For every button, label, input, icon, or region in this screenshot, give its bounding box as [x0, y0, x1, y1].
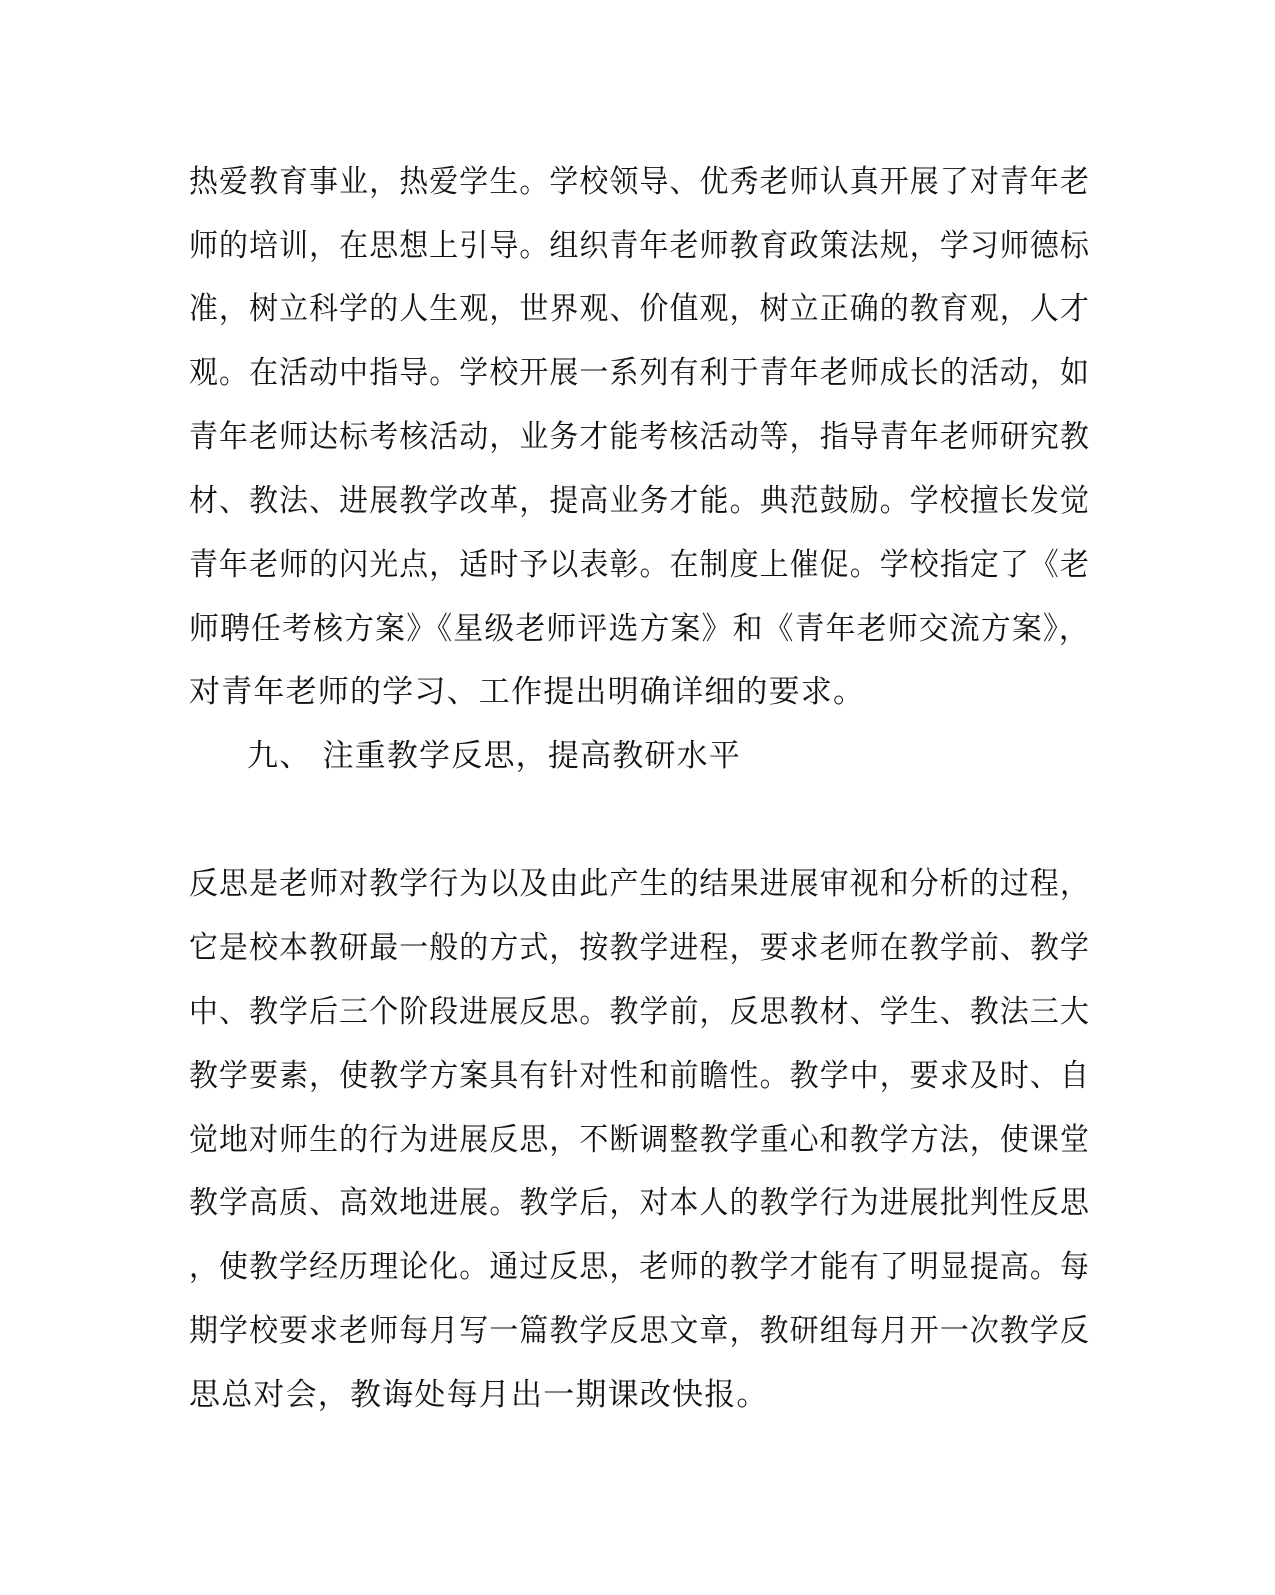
- paragraph-2-line-5: 觉地对师生的行为进展反思，不断调整教学重心和教学方法，使课堂: [189, 1122, 1090, 1158]
- paragraph-2-line-2: 它是校本教研最一般的方式，按教学进程，要求老师在教学前、教学: [189, 930, 1090, 966]
- section-heading: 九、 注重教学反思，提高教研水平: [247, 738, 742, 774]
- paragraph-1-line-5: 青年老师达标考核活动，业务才能考核活动等，指导青年老师研究教: [189, 419, 1090, 455]
- paragraph-1-line-1: 热爱教育事业，热爱学生。学校领导、优秀老师认真开展了对青年老: [189, 164, 1090, 200]
- paragraph-2-line-8: 期学校要求老师每月写一篇教学反思文章，教研组每月开一次教学反: [189, 1313, 1090, 1349]
- paragraph-2-line-4: 教学要素，使教学方案具有针对性和前瞻性。教学中，要求及时、自: [189, 1058, 1090, 1094]
- paragraph-2-line-1: 反思是老师对教学行为以及由此产生的结果进展审视和分析的过程，: [189, 866, 1090, 902]
- paragraph-1-line-3: 准，树立科学的人生观，世界观、价值观，树立正确的教育观，人才: [189, 291, 1090, 327]
- paragraph-1-line-6: 材、教法、进展教学改革，提高业务才能。典范鼓励。学校擅长发觉: [189, 483, 1090, 519]
- paragraph-1-line-9: 对青年老师的学习、工作提出明确详细的要求。: [189, 674, 866, 710]
- paragraph-1-line-4: 观。在活动中指导。学校开展一系列有利于青年老师成长的活动，如: [189, 355, 1090, 391]
- paragraph-2-line-6: 教学高质、高效地进展。教学后，对本人的教学行为进展批判性反思: [189, 1185, 1090, 1221]
- paragraph-2-line-7: ，使教学经历理论化。通过反思，老师的教学才能有了明显提高。每: [189, 1249, 1090, 1285]
- paragraph-1-line-8: 师聘任考核方案》《星级老师评选方案》和《青年老师交流方案》，: [189, 611, 1090, 647]
- paragraph-1-line-7: 青年老师的闪光点，适时予以表彰。在制度上催促。学校指定了《老: [189, 547, 1090, 583]
- paragraph-2-line-3: 中、教学后三个阶段进展反思。教学前，反思教材、学生、教法三大: [189, 994, 1090, 1030]
- paragraph-1-line-2: 师的培训，在思想上引导。组织青年老师教育政策法规，学习师德标: [189, 228, 1090, 264]
- paragraph-2-line-9: 思总对会，教诲处每月出一期课改快报。: [189, 1377, 769, 1413]
